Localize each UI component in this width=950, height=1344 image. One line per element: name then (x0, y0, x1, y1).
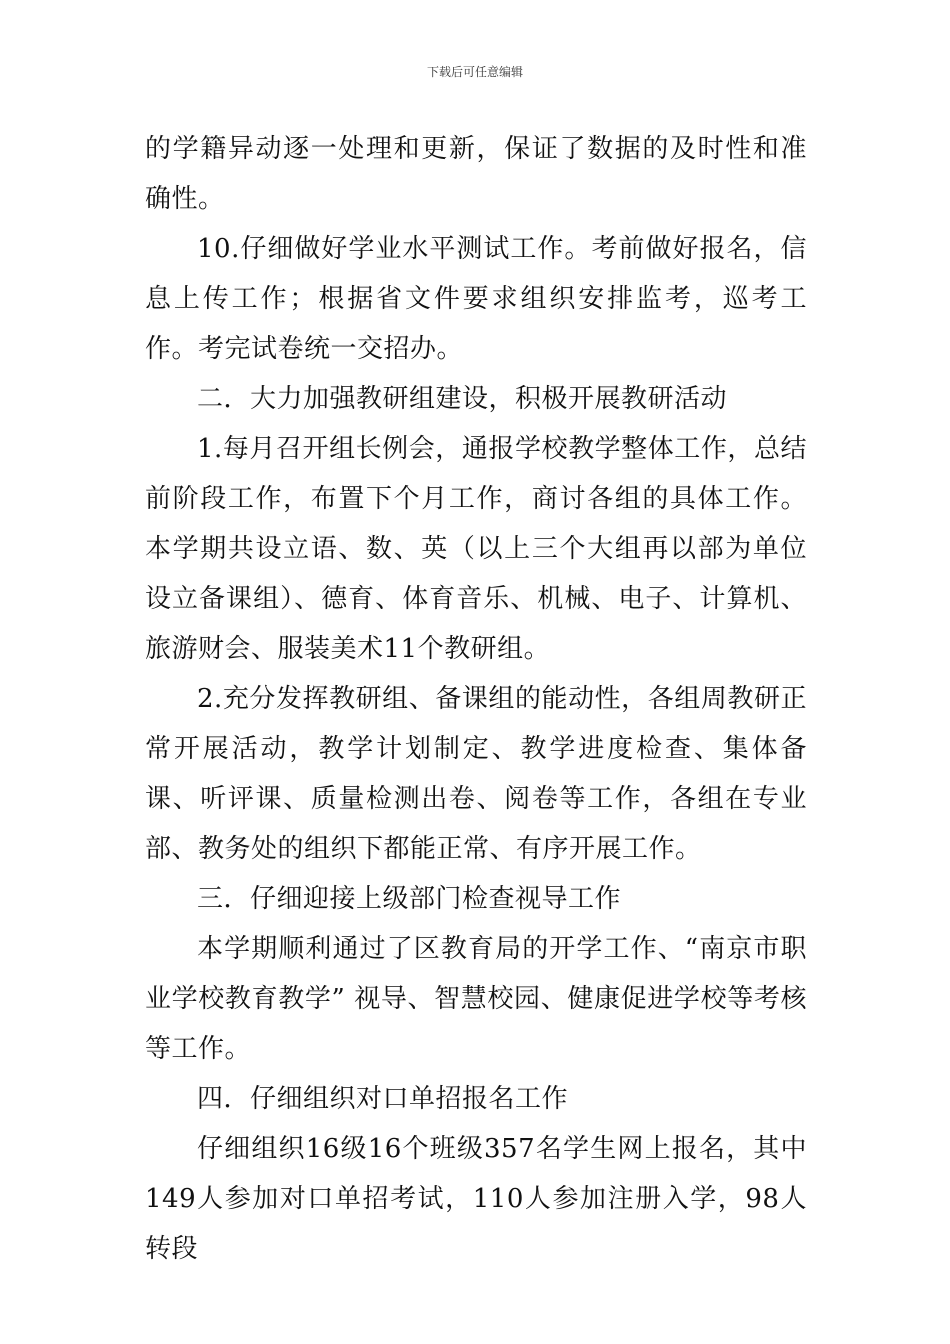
paragraph-4: 2.充分发挥教研组、备课组的能动性，各组周教研正常开展活动，教学计划制定、教学进度检查、集体备课、听评课、质量检测出卷、阅卷等工作，各组在专业部、教务处的组织下都能正常、有序开展工作。 (145, 684, 807, 864)
document-body (145, 124, 807, 1274)
paragraph-6: 仔细组织16级16个班级357名学生网上报名，其中149人参加对口单招考试，110人参加注册入学，98人转段 (145, 1134, 807, 1264)
section-heading-4: 四．仔细组织对口单招报名工作 (197, 1084, 569, 1114)
page-header: 下载后可任意编辑 (426, 65, 523, 79)
section-heading-2: 二．大力加强教研组建设，积极开展教研活动 (197, 384, 728, 414)
paragraph-2: 10.仔细做好学业水平测试工作。考前做好报名，信息上传工作；根据省文件要求组织安排监考，巡考工作。考完试卷统一交招办。 (145, 234, 807, 364)
paragraph-3: 1.每月召开组长例会，通报学校教学整体工作，总结前阶段工作，布置下个月工作，商讨各组的具体工作。本学期共设立语、数、英（以上三个大组再以部为单位设立备课组）、德育、体育音乐、机械、电子、计算机、旅游财会、服装美术11个教研组。 (145, 434, 807, 664)
section-heading-3: 三．仔细迎接上级部门检查视导工作 (197, 884, 622, 914)
paragraph-1: 的学籍异动逐一处理和更新，保证了数据的及时性和准确性。 (145, 134, 807, 214)
paragraph-5: 本学期顺利通过了区教育局的开学工作、“南京市职业学校教育教学” 视导、智慧校园、健康促进学校等考核等工作。 (145, 934, 807, 1064)
